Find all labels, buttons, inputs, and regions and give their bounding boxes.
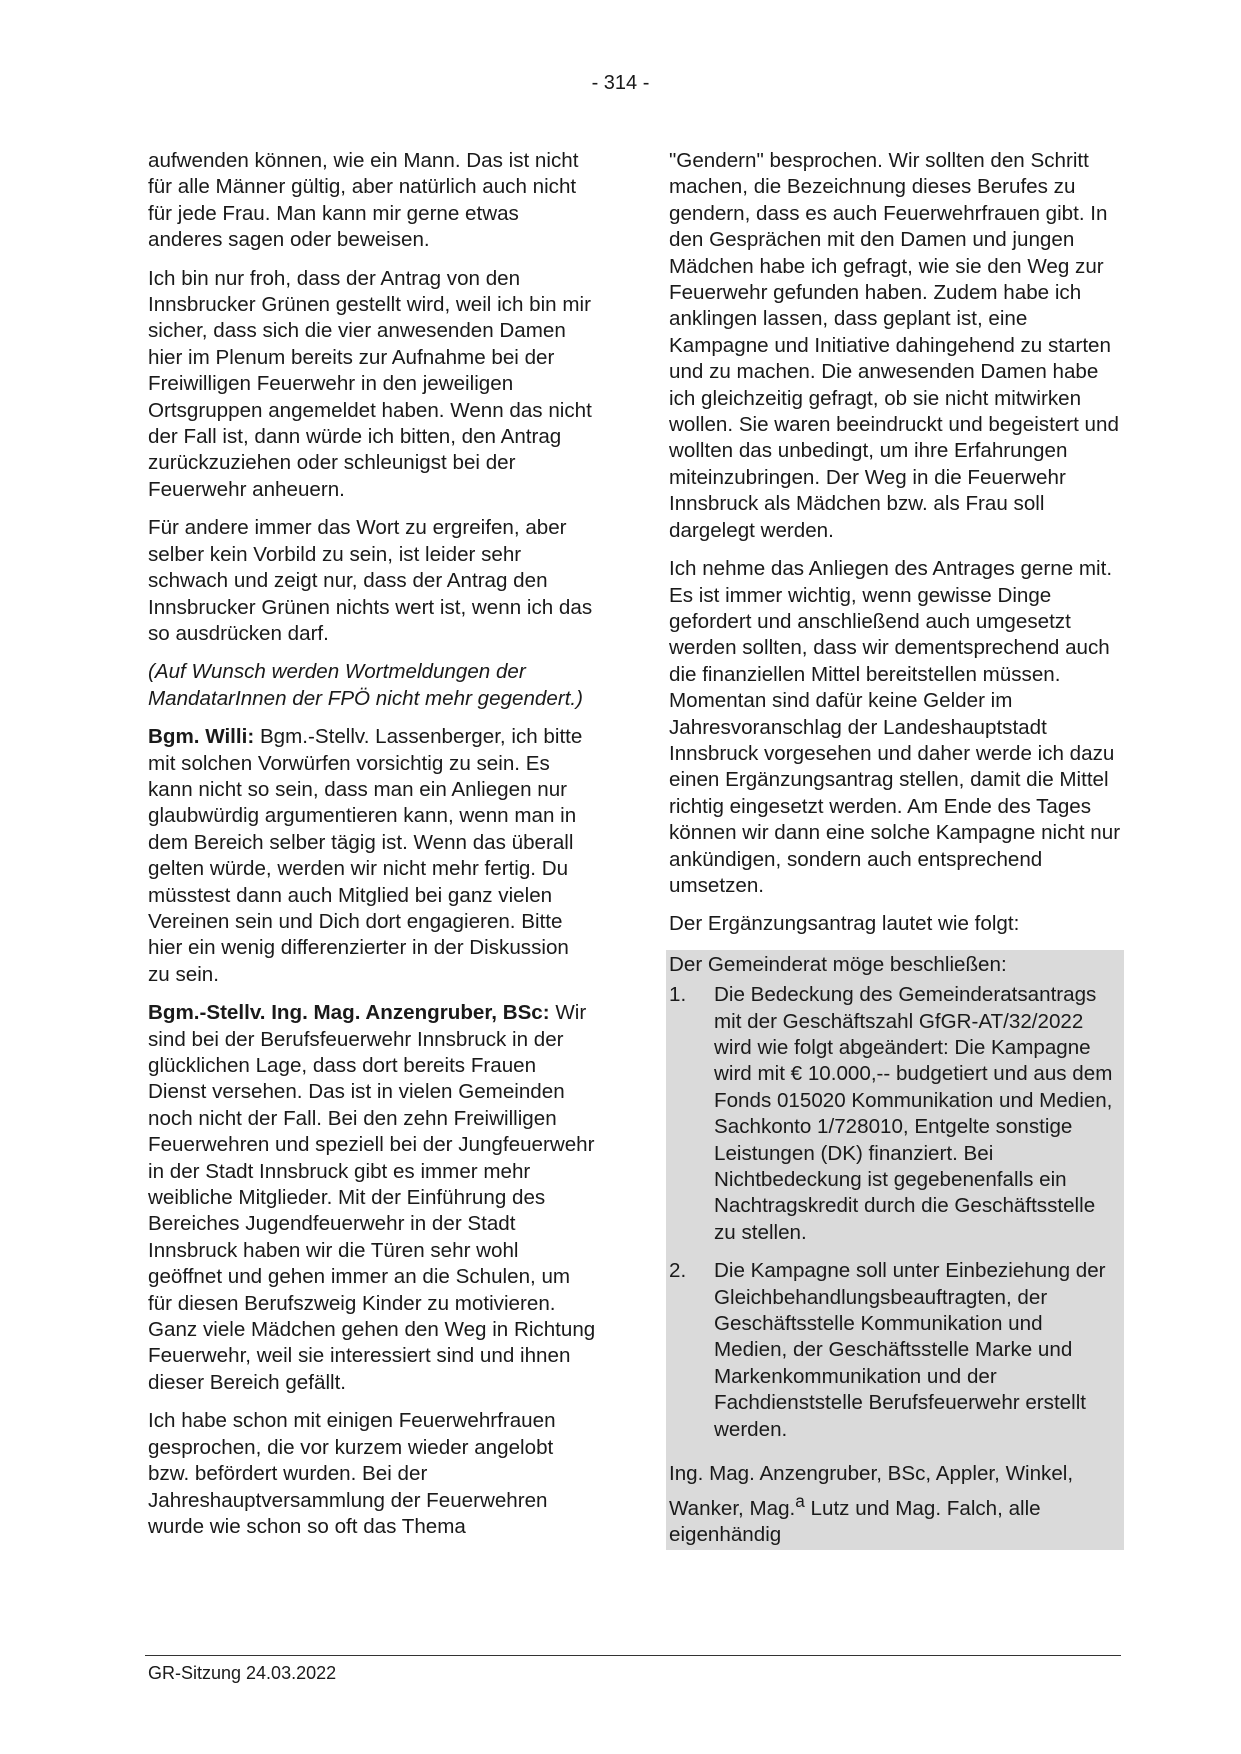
footer-divider [145, 1655, 1121, 1656]
left-column [148, 148, 596, 1540]
page-number: - 314 - [591, 72, 650, 94]
paragraph: Für andere immer das Wort zu ergreifen, aber selber kein Vorbild zu sein, ist leider sehr schwach und zeigt nur, dass der Antrag den Innsbrucker Grünen nichts wert ist, wenn ich das so ausdrücken darf. [148, 516, 593, 645]
speaker-name: Bgm.-Stellv. Ing. Mag. Anzengruber, BSc: [148, 1001, 550, 1025]
motion-box [666, 950, 1124, 1550]
paragraph: aufwenden können, wie ein Mann. Das ist nicht für alle Männer gültig, aber natürlich auch nicht für jede Frau. Man kann mir gerne etwas anderes sagen oder beweisen. [148, 149, 579, 252]
motion-item-text: Die Bedeckung des Gemeinderatsantrags mit der Geschäftszahl GfGR-AT/32/2022 wird wie folgt abgeändert: Die Kampagne wird mit € 10.000,-- budgetiert und aus dem Fonds 015020 Kommunikation und Medien, Sachkonto 1/728010, Entgelte sonstige Leistungen (DK) finanziert. Bei Nichtbedeckung ist gegebenenfalls ein Nachtragskredit durch die Geschäftsstelle zu stellen. [714, 983, 1113, 1244]
right-column [669, 148, 1121, 1550]
motion-item-text: Die Kampagne soll unter Einbeziehung der Gleichbehandlungsbeauftragten, der Geschäftsstelle Kommunikation und Medien, der Geschäftsstelle Marke und Markenkommunikation und der Fachdienststelle Berufsfeuerwehr erstellt werden. [714, 1259, 1106, 1441]
motion-item [669, 982, 1121, 1246]
speaker-paragraph: Bgm. Willi: Bgm.-Stellv. Lassenberger, ich bitte mit solchen Vorwürfen vorsichtig zu sein. Es kann nicht so sein, dass man ein Anliegen nur glaubwürdig argumentieren kann, wenn man in dem Bereich selber tägig ist. Wenn das überall gelten würde, werden wir nicht mehr fertig. Du müsstest dann auch Mitglied bei ganz vielen Vereinen sein und Dich dort engagieren. Bitte hier ein wenig differenzierter in der Diskussion zu sein. [148, 725, 583, 986]
motion-item [669, 1258, 1121, 1443]
speaker-name: Bgm. Willi: [148, 725, 255, 749]
motion-item-number: 1. [669, 983, 687, 1007]
paragraph: Ich habe schon mit einigen Feuerwehrfrauen gesprochen, die vor kurzem wieder angelobt bzw. befördert wurden. Bei der Jahreshauptversammlung der Feuerwehren wurde wie schon so oft das Thema [148, 1409, 556, 1538]
motion-item-number: 2. [669, 1259, 687, 1283]
speaker-paragraph: Bgm.-Stellv. Ing. Mag. Anzengruber, BSc: Wir sind bei der Berufsfeuerwehr Innsbruck in der glücklichen Lage, dass dort bereits Frauen Dienst versehen. Das ist in vielen Gemeinden noch nicht der Fall. Bei den zehn Freiwilligen Feuerwehren und speziell bei der Jungfeuerwehr in der Stadt Innsbruck gibt es immer mehr weibliche Mitglieder. Mit der Einführung des Bereiches Jugendfeuerwehr in der Stadt Innsbruck haben wir die Türen sehr wohl geöffnet und gehen immer an die Schulen, um für diesen Berufszweig Kinder zu motivieren. Ganz viele Mädchen gehen den Weg in Richtung Feuerwehr, weil sie interessiert sind und ihnen dieser Bereich gefällt. [148, 1001, 596, 1394]
editorial-note: (Auf Wunsch werden Wortmeldungen der MandatarInnen der FPÖ nicht mehr gegendert.) [148, 660, 583, 710]
paragraph: Ich nehme das Anliegen des Antrages gerne mit. Es ist immer wichtig, wenn gewisse Dinge gefordert und anschließend auch umgesetzt werden sollten, dass wir dementsprechend auch die finanziellen Mittel bereitstellen müssen. Momentan sind dafür keine Gelder im Jahresvoranschlag der Landeshauptstadt Innsbruck vorgesehen und daher werde ich dazu einen Ergänzungsantrag stellen, damit die Mittel richtig eingesetzt werden. Am Ende des Tages können wir dann eine solche Kampagne nicht nur ankündigen, sondern auch entsprechend umsetzen. [669, 557, 1121, 897]
footer-session-date: GR-Sitzung 24.03.2022 [148, 1663, 337, 1683]
paragraph: Der Ergänzungsantrag lautet wie folgt: [669, 912, 1020, 936]
motion-signers: Ing. Mag. Anzengruber, BSc, Appler, Winkel, Wanker, Mag.$^a$ Lutz und Mag. Falch, alle eigenhändig [669, 1462, 1074, 1546]
paragraph: "Gendern" besprochen. Wir sollten den Schritt machen, die Bezeichnung dieses Berufes zu gendern, dass es auch Feuerwehrfrauen gibt. In den Gesprächen mit den Damen und jungen Mädchen habe ich gefragt, wie sie den Weg zur Feuerwehr gefunden haben. Zudem habe ich anklingen lassen, dass geplant ist, eine Kampagne und Initiative dahingehend zu starten und zu machen. Die anwesenden Damen habe ich gleichzeitig gefragt, ob sie nicht mitwirken wollen. Sie waren beeindruckt und begeistert und wollten das unbedingt, um ihre Erfahrungen miteinzubringen. Der Weg in die Feuerwehr Innsbruck als Mädchen bzw. als Frau soll dargelegt werden. [669, 149, 1119, 542]
motion-intro: Der Gemeinderat möge beschließen: [669, 952, 1007, 976]
paragraph: Ich bin nur froh, dass der Antrag von den Innsbrucker Grünen gestellt wird, weil ich bin mir sicher, dass sich die vier anwesenden Damen hier im Plenum bereits zur Aufnahme bei der Freiwilligen Feuerwehr in den jeweiligen Ortsgruppen angemeldet haben. Wenn das nicht der Fall ist, dann würde ich bitten, den Antrag zurückzuziehen oder schleunigst bei der Feuerwehr anheuern. [148, 266, 592, 501]
